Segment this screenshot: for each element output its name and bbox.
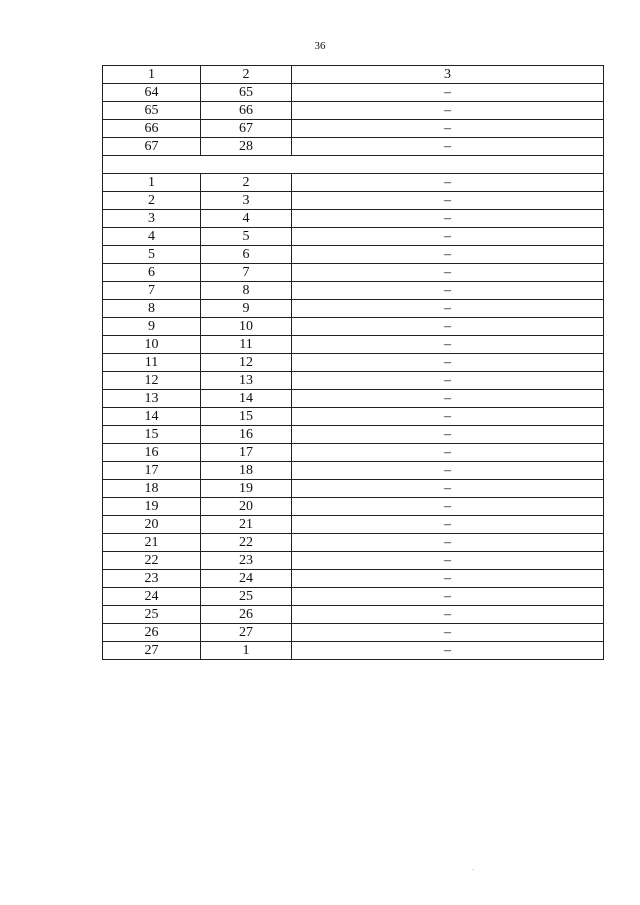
table-cell-col2: 25 (201, 588, 292, 606)
table-cell-col1: 17 (103, 462, 201, 480)
table-row (103, 606, 604, 624)
table-cell-col3: – (292, 498, 604, 516)
table-cell-col1: 26 (103, 624, 201, 642)
table-cell-col3: – (292, 300, 604, 318)
table-cell-col3: – (292, 588, 604, 606)
table-row (103, 498, 604, 516)
table-cell-col3: – (292, 138, 604, 156)
table-cell-col1: 18 (103, 480, 201, 498)
table-cell-col1: 24 (103, 588, 201, 606)
table-cell-col1: 13 (103, 390, 201, 408)
table-cell-col2: 21 (201, 516, 292, 534)
scan-speck: · (472, 866, 475, 874)
table-cell-col2: 2 (201, 174, 292, 192)
table-cell-col1: 11 (103, 354, 201, 372)
table-cell-col1: 10 (103, 336, 201, 354)
table-cell-col3: – (292, 102, 604, 120)
table-cell-col1: 5 (103, 246, 201, 264)
table-cell-col2: 9 (201, 300, 292, 318)
table-cell-col2: 23 (201, 552, 292, 570)
table-cell-col1: 20 (103, 516, 201, 534)
table-cell-col2: 12 (201, 354, 292, 372)
table-cell-col1: 64 (103, 84, 201, 102)
table-cell-col2: 22 (201, 534, 292, 552)
table-cell-col1: 65 (103, 102, 201, 120)
table-row (103, 372, 604, 390)
table-cell-col1: 7 (103, 282, 201, 300)
table-cell-col3: – (292, 84, 604, 102)
table-cell-col2: 17 (201, 444, 292, 462)
table-cell-col3: – (292, 408, 604, 426)
table-row (103, 624, 604, 642)
table-cell-col3: – (292, 282, 604, 300)
table-row (103, 516, 604, 534)
table-cell-col2: 28 (201, 138, 292, 156)
table-cell-col2: 66 (201, 102, 292, 120)
table-cell-col1: 16 (103, 444, 201, 462)
table-cell-col1: 14 (103, 408, 201, 426)
table-row (103, 426, 604, 444)
table-row (103, 282, 604, 300)
table-cell-col3: – (292, 174, 604, 192)
table-cell-col3: – (292, 516, 604, 534)
table-cell-col2: 6 (201, 246, 292, 264)
table-cell-col2: 15 (201, 408, 292, 426)
table-header-row (103, 66, 604, 84)
table-row (103, 120, 604, 138)
table-cell-col1: 22 (103, 552, 201, 570)
table-cell-col1: 12 (103, 372, 201, 390)
table-cell-col3: – (292, 642, 604, 660)
table-row (103, 480, 604, 498)
table-cell-col3: – (292, 264, 604, 282)
table-row (103, 444, 604, 462)
table-cell-col1: 23 (103, 570, 201, 588)
table-cell-col1: 67 (103, 138, 201, 156)
table-gap-cell (103, 156, 604, 174)
table-row (103, 264, 604, 282)
table-cell-col3: – (292, 570, 604, 588)
table-row (103, 390, 604, 408)
table-cell-col3: – (292, 462, 604, 480)
table-cell-col2: 65 (201, 84, 292, 102)
table-cell-col1: 15 (103, 426, 201, 444)
table-cell-col2: 18 (201, 462, 292, 480)
table-cell-col2: 8 (201, 282, 292, 300)
table-row (103, 102, 604, 120)
table-cell-col1: 21 (103, 534, 201, 552)
table-cell-col2: 10 (201, 318, 292, 336)
table-cell-col2: 3 (201, 192, 292, 210)
table-cell-col3: – (292, 390, 604, 408)
table-row (103, 570, 604, 588)
table-cell-col2: 26 (201, 606, 292, 624)
table-cell-col3: – (292, 210, 604, 228)
table-cell-col1: 8 (103, 300, 201, 318)
table-cell-col2: 16 (201, 426, 292, 444)
table-cell-col3: – (292, 336, 604, 354)
table-cell-col3: – (292, 228, 604, 246)
table-row (103, 138, 604, 156)
table-row (103, 552, 604, 570)
table-cell-col2: 11 (201, 336, 292, 354)
table-body (103, 66, 604, 660)
table-cell-col3: – (292, 120, 604, 138)
table-cell-col3: – (292, 606, 604, 624)
table-row (103, 210, 604, 228)
table-cell-col3: – (292, 372, 604, 390)
table-gap-row (103, 156, 604, 174)
table-cell-col1: 19 (103, 498, 201, 516)
table-cell-col2: 7 (201, 264, 292, 282)
table-row (103, 192, 604, 210)
data-table (102, 65, 604, 660)
table-cell-col2: 19 (201, 480, 292, 498)
table-row (103, 300, 604, 318)
table-cell-col1: 2 (103, 192, 201, 210)
table-cell-col1: 3 (103, 210, 201, 228)
table-cell-col3: – (292, 624, 604, 642)
table-cell-col2: 4 (201, 210, 292, 228)
table-cell-col1: 66 (103, 120, 201, 138)
table-cell-col3: – (292, 480, 604, 498)
table-cell-col2: 20 (201, 498, 292, 516)
table-cell-col3: – (292, 534, 604, 552)
table-row (103, 354, 604, 372)
table-cell-col2: 13 (201, 372, 292, 390)
table-cell-col2: 5 (201, 228, 292, 246)
table-cell-col3: – (292, 192, 604, 210)
header-cell-3: 3 (292, 66, 604, 84)
table-row (103, 318, 604, 336)
table-cell-col3: – (292, 552, 604, 570)
table-row (103, 588, 604, 606)
table-cell-col1: 1 (103, 174, 201, 192)
table-cell-col2: 1 (201, 642, 292, 660)
table-cell-col2: 27 (201, 624, 292, 642)
table-cell-col2: 24 (201, 570, 292, 588)
table-cell-col3: – (292, 444, 604, 462)
table-cell-col2: 14 (201, 390, 292, 408)
page-number: 36 (314, 40, 326, 52)
table-row (103, 84, 604, 102)
table-row (103, 228, 604, 246)
table-cell-col1: 25 (103, 606, 201, 624)
table-cell-col1: 9 (103, 318, 201, 336)
table-row (103, 336, 604, 354)
table-row (103, 408, 604, 426)
table-row (103, 462, 604, 480)
table-row (103, 246, 604, 264)
header-cell-2: 2 (201, 66, 292, 84)
table-cell-col3: – (292, 318, 604, 336)
table-row (103, 642, 604, 660)
table-cell-col1: 27 (103, 642, 201, 660)
table-cell-col1: 6 (103, 264, 201, 282)
table-cell-col3: – (292, 246, 604, 264)
table-cell-col3: – (292, 354, 604, 372)
header-cell-1: 1 (103, 66, 201, 84)
table-cell-col3: – (292, 426, 604, 444)
table-row (103, 174, 604, 192)
table-row (103, 534, 604, 552)
table-cell-col1: 4 (103, 228, 201, 246)
table-cell-col2: 67 (201, 120, 292, 138)
